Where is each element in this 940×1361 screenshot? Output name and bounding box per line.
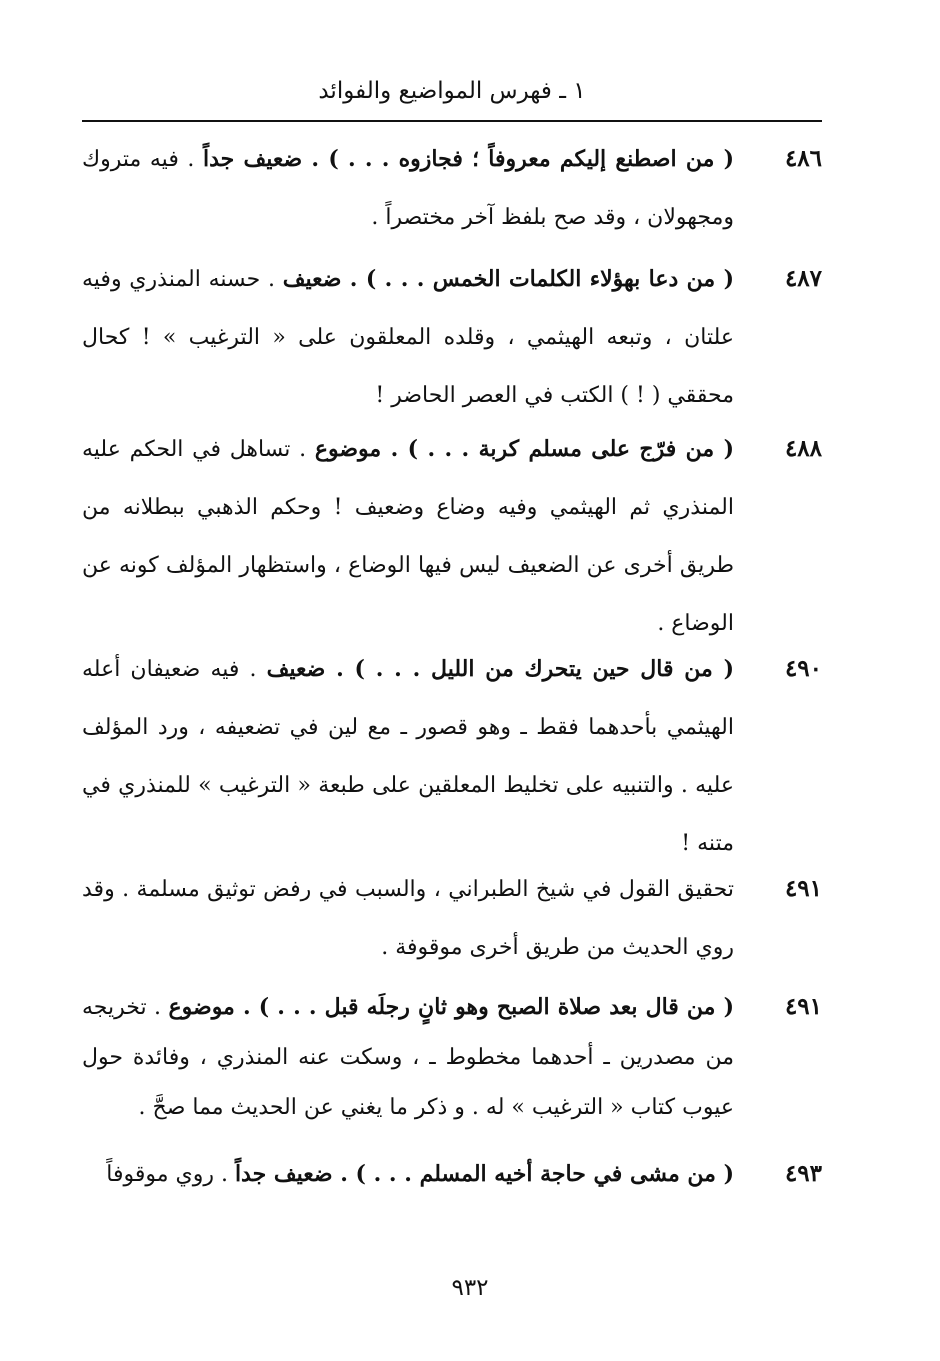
entry-hadith-title: ( من دعا بهؤلاء الكلمات الخمس . . . ) . ضعيف	[282, 266, 735, 292]
entry-text	[82, 860, 734, 977]
entry-number: ٤٩١	[784, 875, 822, 902]
entry-number: ٤٩٠	[784, 655, 822, 682]
entry-text	[82, 130, 734, 247]
entry-text	[82, 420, 734, 653]
entry-number: ٤٩١	[784, 993, 822, 1020]
entry-number: ٤٩٣	[784, 1160, 822, 1187]
entry-text	[82, 640, 734, 873]
entry-number: ٤٨٨	[784, 435, 822, 462]
entry-hadith-title: ( من فرّج على مسلم كربة . . . ) . موضوع	[314, 436, 735, 462]
entry-hadith-title: ( من قال حين يتحرك من الليل . . . ) . ضعيف	[266, 656, 734, 682]
entry-text	[82, 250, 734, 425]
entry-text	[82, 982, 734, 1133]
entry-number: ٤٨٧	[784, 265, 822, 292]
entry-comment: . حسنه المنذري وفيه علتان ، وتبعه الهيثمي ، وقلده المعلقون على « الترغيب » ! كحال محققي ( ! ) الكتب في العصر الحاضر !	[82, 267, 734, 408]
entry-number: ٤٨٦	[784, 145, 822, 172]
entry-comment: . تساهل في الحكم عليه المنذري ثم الهيثمي وفيه وضاع وضعيف ! وحكم الذهبي ببطلانه من طريق أخرى عن الضعيف ليس فيها الوضاع ، واستظهار المؤلف كونه عن الوضاع .	[82, 437, 734, 636]
entry-comment: . تخريجه من مصدرين ـ أحدهما مخطوط ـ ، وسكت عنه المنذري ، وفائدة حول عيوب كتاب « الترغيب » له . و ذكر ما يغني عن الحديث مما صحَّ .	[82, 995, 734, 1120]
entry-hadith-title: ( من قال بعد صلاة الصبح وهو ثانٍ رجلَه قبل . . . ) . موضوع	[168, 994, 735, 1020]
entry-text	[82, 1145, 734, 1204]
entry-hadith-title: ( من مشى في حاجة أخيه المسلم . . . ) . ضعيف جداً	[234, 1161, 734, 1187]
entry-comment: . فيه متروك ومجهولان ، وقد صح بلفظ آخر مختصراً .	[82, 147, 734, 230]
page-number: ٩٣٢	[451, 1275, 489, 1301]
entry-comment: تحقيق القول في شيخ الطبراني ، والسبب في رفض توثيق مسلمة . وقد روي الحديث من طريق أخرى موقوفة .	[82, 877, 734, 960]
entry-comment: . فيه ضعيفان أعله الهيثمي بأحدهما فقط ـ وهو قصور ـ مع لين في تضعيفه ، ورد المؤلف عليه . والتنبيه على تخليط المعلقين على طبعة « الترغيب » للمنذري في متنه !	[82, 657, 734, 856]
entry-hadith-title: ( من اصطنع إليكم معروفاً ؛ فجازوه . . . ) . ضعيف جداً	[202, 146, 734, 172]
entry-comment: . روي موقوفاً	[106, 1162, 235, 1187]
page-header-title: ١ ـ فهرس المواضيع والفوائد	[318, 78, 586, 104]
header-divider	[82, 120, 822, 122]
